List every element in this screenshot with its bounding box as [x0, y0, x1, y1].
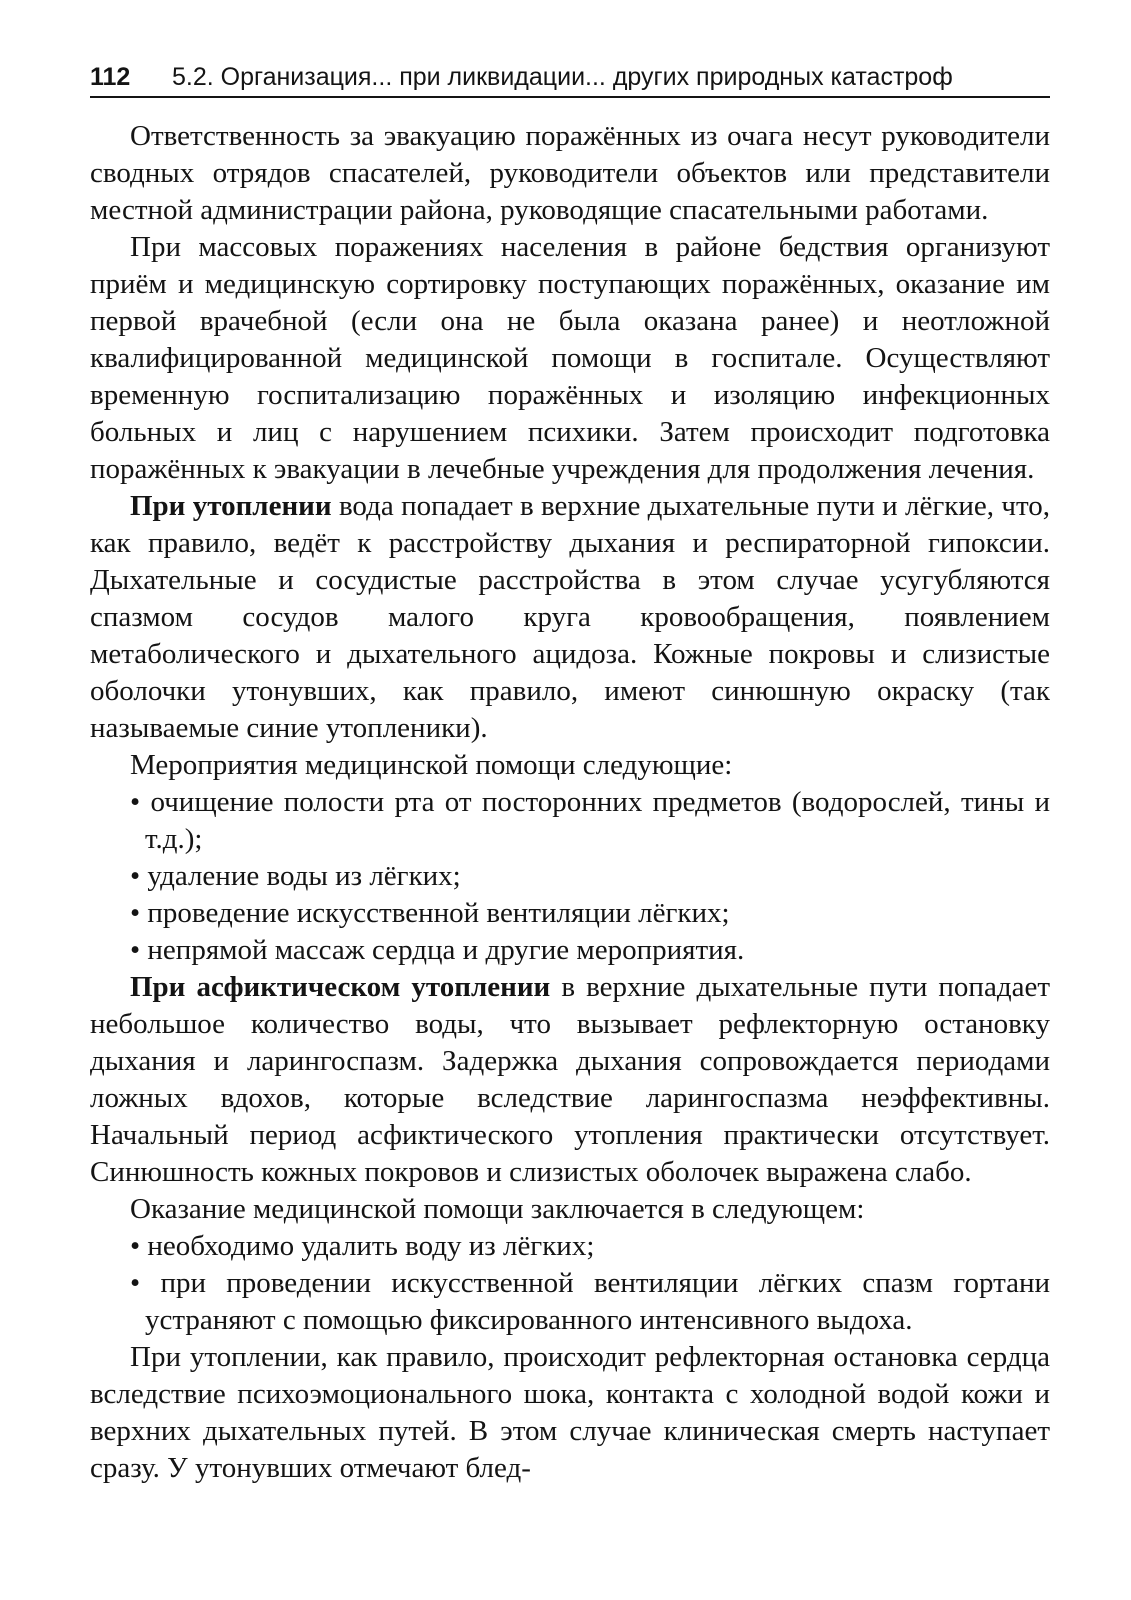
list-item: • при проведении искусственной вентиляции лёгких спазм гортани устраняют с помощью фиксированного интенсивного выдоха. — [90, 1265, 1050, 1339]
paragraph-drowning-text: вода попадает в верхние дыхательные пути и лёгкие, что, как правило, ведёт к расстройству дыхания и респираторной гипоксии. Дыхательные и сосудистые расстройства в этом случае усугубляются спазмом сосудов малого круга кровообращения, появлением метаболического и дыхательного ацидоза. Кожные покровы и слизистые оболочки утонувших, как правило, имеют синюшную окраску (так называемые синие утопленики). — [90, 490, 1050, 744]
measures-list — [90, 784, 1050, 969]
running-header — [90, 58, 1050, 98]
list-item: • необходимо удалить воду из лёгких; — [90, 1228, 1050, 1265]
page-body — [90, 118, 1050, 1487]
term-drowning: При утоплении — [130, 490, 332, 522]
list-intro-measures: Мероприятия медицинской помощи следующие: — [130, 749, 733, 781]
care-list — [90, 1228, 1050, 1339]
list-item: • очищение полости рта от посторонних предметов (водорослей, тины и т.д.); — [90, 784, 1050, 858]
list-item: • удаление воды из лёгких; — [90, 858, 1050, 895]
term-asphyxial-drowning: При асфиктическом утоплении — [130, 971, 551, 1003]
list-item: • проведение искусственной вентиляции лёгких; — [90, 895, 1050, 932]
paragraph-asphyxial-drowning — [90, 969, 1050, 1191]
paragraph-cardiac-arrest: При утоплении, как правило, происходит рефлекторная остановка сердца вследствие психоэмоционального шока, контакта с холодной водой кожи и верхних дыхательных путей. В этом случае клиническая смерть наступает сразу. У утонувших отмечают блед- — [90, 1341, 1050, 1484]
running-title: 5.2. Организация... при ликвидации... других природных катастроф — [172, 63, 953, 91]
paragraph-mass-casualties: При массовых поражениях населения в районе бедствия организуют приём и медицинскую сортировку поступающих поражённых, оказание им первой врачебной (если она не была оказана ранее) и неотложной квалифицированной медицинской помощи в госпитале. Осуществляют временную госпитализацию поражённых и изоляцию инфекционных больных и лиц с нарушением психики. Затем происходит подготовка поражённых к эвакуации в лечебные учреждения для продолжения лечения. — [90, 231, 1050, 485]
list-item: • непрямой массаж сердца и другие мероприятия. — [90, 932, 1050, 969]
paragraph-evacuation: Ответственность за эвакуацию поражённых из очага несут руководители сводных отрядов спасателей, руководители объектов или представители местной администрации района, руководящие спасательными работами. — [90, 120, 1050, 226]
list-intro-care: Оказание медицинской помощи заключается в следующем: — [130, 1193, 865, 1225]
paragraph-asphyxial-text: в верхние дыхательные пути попадает небольшое количество воды, что вызывает рефлекторную остановку дыхания и ларингоспазм. Задержка дыхания сопровождается периодами ложных вдохов, которые вследствие ларингоспазма неэффективны. Начальный период асфиктического утопления практически отсутствует. Синюшность кожных покровов и слизистых оболочек выражена слабо. — [90, 971, 1050, 1188]
paragraph-drowning — [90, 488, 1050, 747]
page-number: 112 — [90, 63, 131, 91]
